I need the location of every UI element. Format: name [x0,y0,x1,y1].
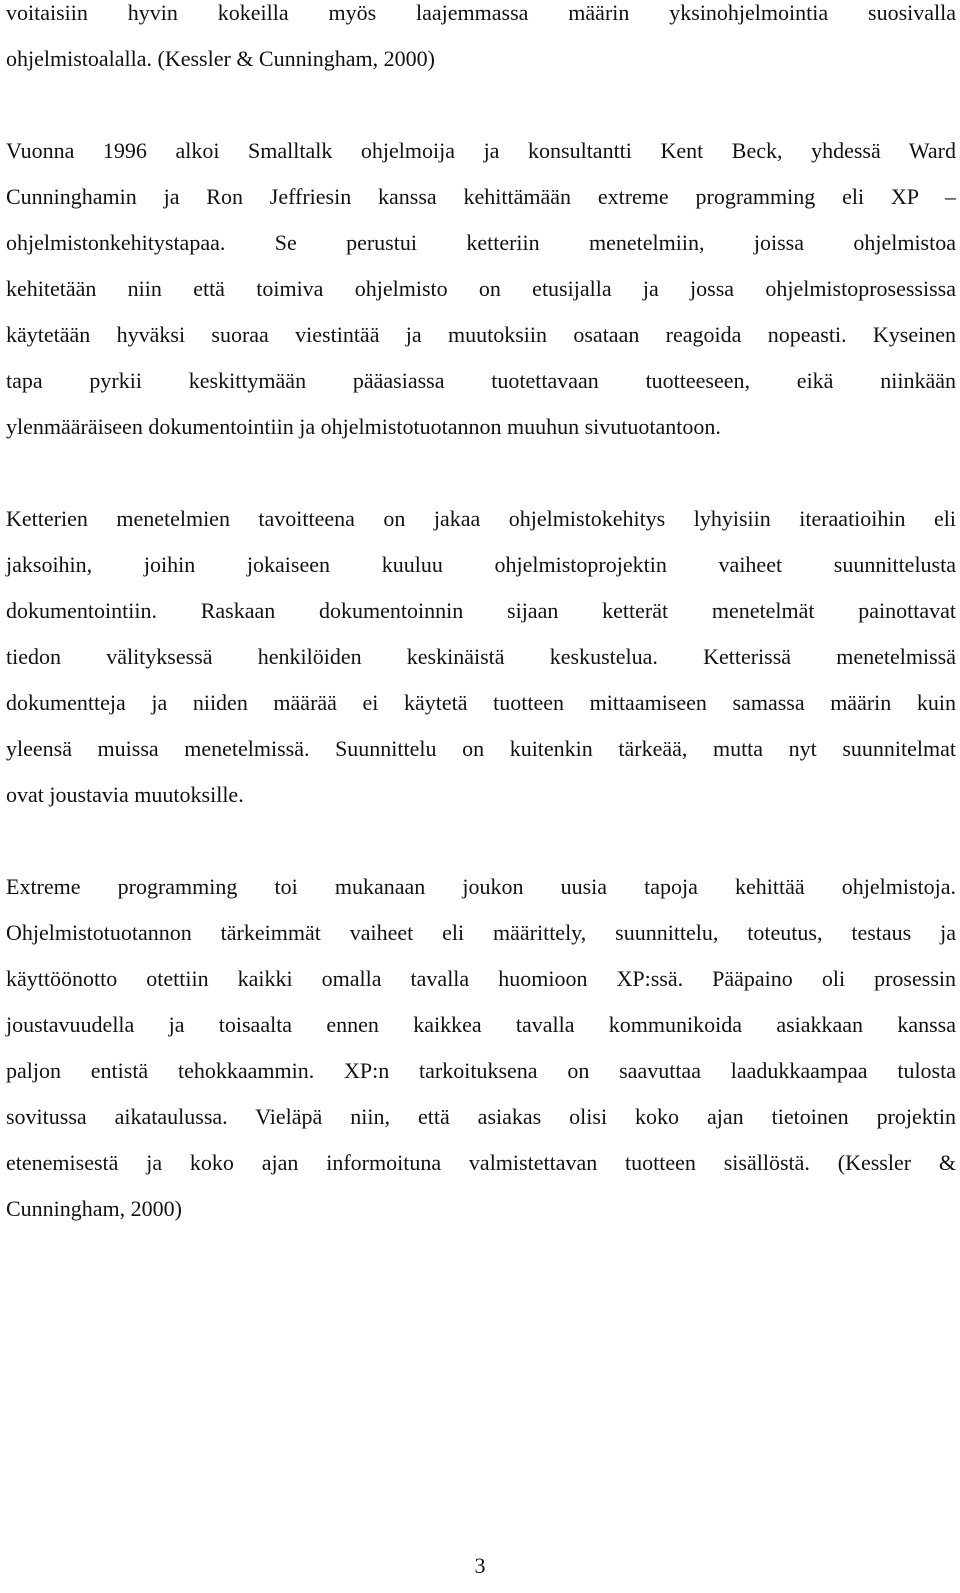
text-line: ovat joustavia muutoksille. [6,782,244,807]
text-line: yleensä muissa menetelmissä. Suunnittelu on kuitenkin tärkeää, mutta nyt suunnitelmat [6,736,956,761]
text-line: Extreme programming toi mukanaan joukon uusia tapoja kehittää ohjelmistoja. [6,874,956,899]
text-line: kehitetään niin että toimiva ohjelmisto on etusijalla ja jossa ohjelmistoprosessissa [6,276,956,301]
text-line: dokumentointiin. Raskaan dokumentoinnin sijaan ketterät menetelmät painottavat [6,598,956,623]
text-line: dokumentteja ja niiden määrää ei käytetä tuotteen mittaamiseen samassa määrin kuin [6,690,956,715]
text-line: Ohjelmistotuotannon tärkeimmät vaiheet eli määrittely, suunnittelu, toteutus, testaus ja [6,920,956,945]
text-line: ohjelmistonkehitystapaa. Se perustui ketteriin menetelmiin, joissa ohjelmistoa [6,230,956,255]
paragraph-2 [6,128,956,450]
text-line: Cunninghamin ja Ron Jeffriesin kanssa kehittämään extreme programming eli XP – [6,184,956,209]
paragraph-1 [6,0,956,82]
text-line: Vuonna 1996 alkoi Smalltalk ohjelmoija ja konsultantti Kent Beck, yhdessä Ward [6,138,956,163]
text-line: tiedon välityksessä henkilöiden keskinäistä keskustelua. Ketterissä menetelmissä [6,644,956,669]
text-line: Ketterien menetelmien tavoitteena on jakaa ohjelmistokehitys lyhyisiin iteraatioihin eli [6,506,956,531]
page-number: 3 [474,1553,486,1578]
text-line: ylenmääräiseen dokumentointiin ja ohjelmistotuotannon muuhun sivutuotantoon. [6,414,721,439]
text-line: jaksoihin, joihin jokaiseen kuuluu ohjelmistoprojektin vaiheet suunnittelusta [6,552,956,577]
text-line: Cunningham, 2000) [6,1196,182,1221]
text-line: etenemisestä ja koko ajan informoituna valmistettavan tuotteen sisällöstä. (Kessler & [6,1150,956,1175]
text-line: käyttöönotto otettiin kaikki omalla tavalla huomioon XP:ssä. Pääpaino oli prosessin [6,966,956,991]
body-text [6,0,956,1278]
paragraph-4 [6,864,956,1232]
text-line: tapa pyrkii keskittymään pääasiassa tuotettavaan tuotteeseen, eikä niinkään [6,368,956,393]
paragraph-3 [6,496,956,818]
text-line: paljon entistä tehokkaammin. XP:n tarkoituksena on saavuttaa laadukkaampaa tulosta [6,1058,956,1083]
text-line: ohjelmistoalalla. (Kessler & Cunningham, 2000) [6,46,435,71]
text-line: käytetään hyväksi suoraa viestintää ja muutoksiin osataan reagoida nopeasti. Kyseinen [6,322,956,347]
text-line: joustavuudella ja toisaalta ennen kaikkea tavalla kommunikoida asiakkaan kanssa [6,1012,956,1037]
text-line: voitaisiin hyvin kokeilla myös laajemmassa määrin yksinohjelmointia suosivalla [6,0,956,25]
text-line: sovitussa aikataulussa. Vieläpä niin, että asiakas olisi koko ajan tietoinen projektin [6,1104,956,1129]
